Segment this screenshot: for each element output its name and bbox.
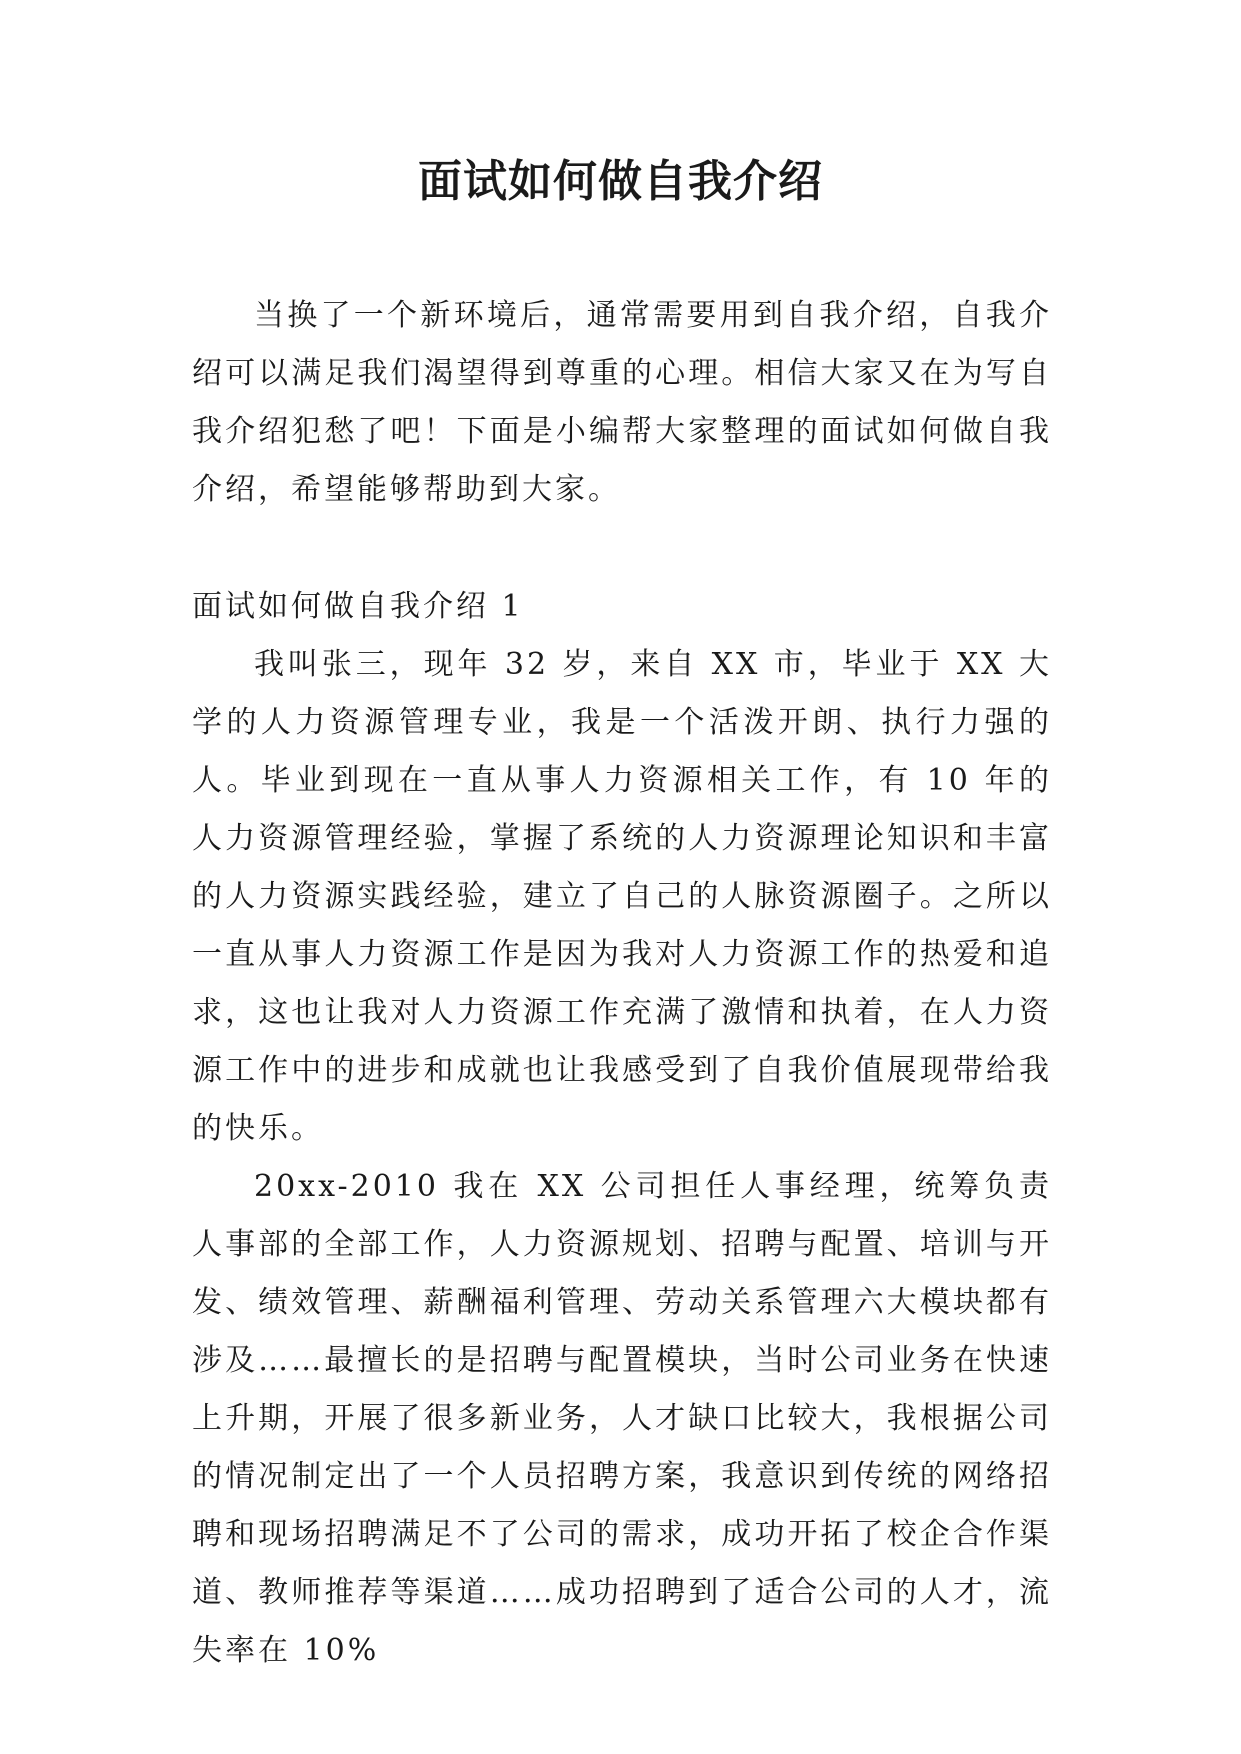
intro-paragraph: 当换了一个新环境后，通常需要用到自我介绍，自我介绍可以满足我们渴望得到尊重的心理。相信大家又在为写自我介绍犯愁了吧！下面是小编帮大家整理的面试如何做自我介绍，希望能够帮助到大家。 — [192, 298, 1052, 507]
section-1 — [192, 578, 1052, 1680]
intro-block — [192, 287, 1052, 519]
section-paragraph-1: 我叫张三，现年 32 岁，来自 XX 市，毕业于 XX 大学的人力资源管理专业，我是一个活泼开朗、执行力强的人。毕业到现在一直从事人力资源相关工作，有 10 年的人力资源管理经验，掌握了系统的人力资源理论知识和丰富的人力资源实践经验，建立了自己的人脉资源圈子。之所以一直从事人力资源工作是因为我对人力资源工作的热爱和追求，这也让我对人力资源工作充满了激情和执着，在人力资源工作中的进步和成就也让我感受到了自我价值展现带给我的快乐。 — [192, 647, 1052, 1146]
section-paragraph-2: 20xx-2010 我在 XX 公司担任人事经理，统筹负责人事部的全部工作，人力资源规划、招聘与配置、培训与开发、绩效管理、薪酬福利管理、劳动关系管理六大模块都有涉及……最擅长的是招聘与配置模块，当时公司业务在快速上升期，开展了很多新业务，人才缺口比较大，我根据公司的情况制定出了一个人员招聘方案，我意识到传统的网络招聘和现场招聘满足不了公司的需求，成功开拓了校企合作渠道、教师推荐等渠道……成功招聘到了适合公司的人才，流失率在 10% — [192, 1169, 1052, 1668]
section-heading: 面试如何做自我介绍 1 — [192, 589, 524, 624]
document-title: 面试如何做自我介绍 — [418, 156, 823, 207]
